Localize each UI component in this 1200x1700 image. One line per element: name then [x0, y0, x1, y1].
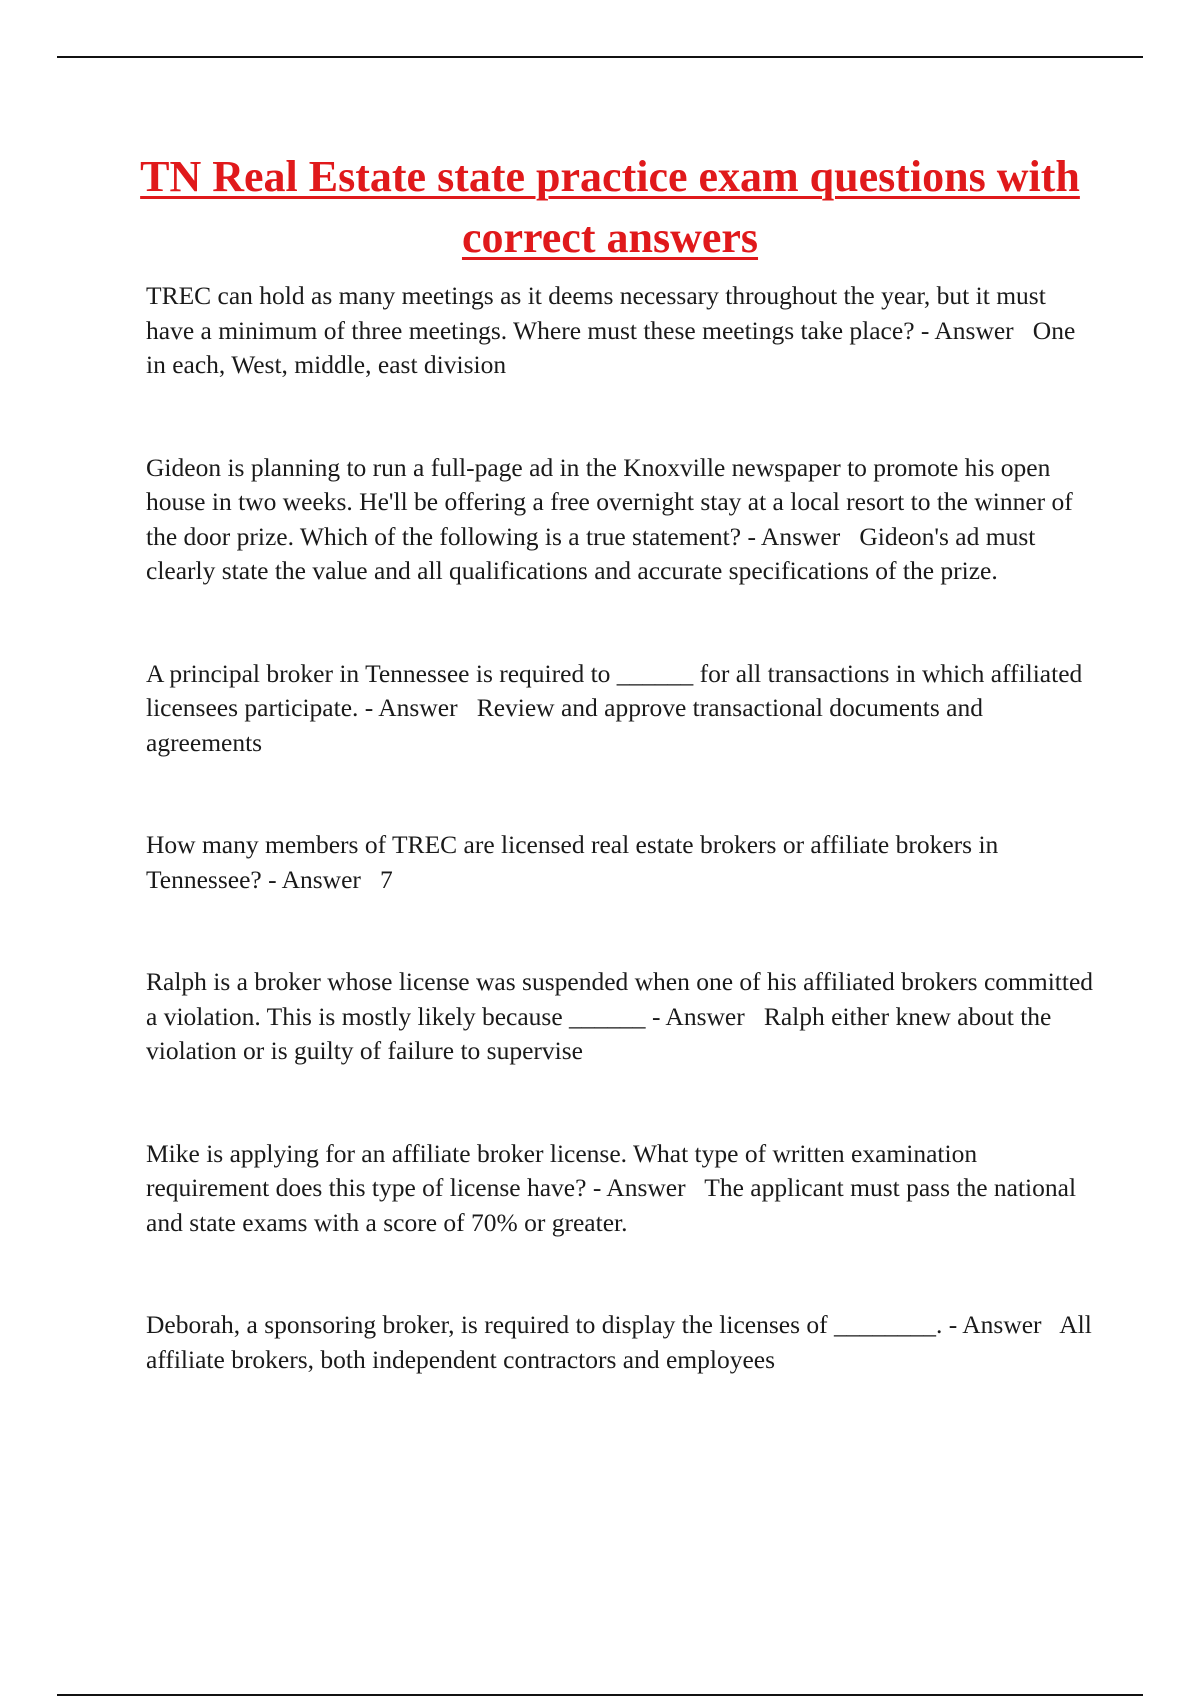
qa-item: [146, 965, 1100, 1069]
answer-separator: - Answer: [741, 521, 860, 551]
answer-text: Ralph either knew about the violation or is guilty of failure to supervise: [146, 1001, 1058, 1065]
answer-text: One in each, West, middle, east division: [146, 315, 1082, 379]
answer-separator: - Answer: [586, 1173, 705, 1202]
answer-separator: - Answer: [261, 864, 381, 894]
question-text: A principal broker in Tennessee is required to ______ for all transactions in which affiliated licensees participate.: [146, 658, 1089, 722]
qa-item: [146, 657, 1096, 761]
qa-item: [146, 451, 1096, 589]
question-text: Deborah, a sponsoring broker, is required to display the licenses of ________.: [146, 1310, 943, 1339]
qa-list: [146, 279, 1100, 1445]
answer-text: The applicant must pass the national and state exams with a score of 70% or greater.: [146, 1173, 1083, 1237]
question-text: How many members of TREC are licensed real estate brokers or affiliate brokers in Tennessee?: [146, 830, 1005, 894]
answer-separator: - Answer: [358, 693, 477, 722]
qa-item: [146, 279, 1096, 383]
bottom-rule: [57, 1694, 1143, 1696]
qa-item: [146, 1137, 1096, 1241]
answer-separator: - Answer: [914, 315, 1033, 345]
answer-text: 7: [380, 864, 393, 894]
question-text: Mike is applying for an affiliate broker license. What type of written examination requirement does this type of license have?: [146, 1138, 984, 1202]
question-text: TREC can hold as many meetings as it deems necessary throughout the year, but it must have a minimum of three meetings. Where must these meetings take place?: [146, 281, 1053, 345]
question-text: Ralph is a broker whose license was suspended when one of his affiliated brokers committed a violation. This is mostly likely because ______: [146, 967, 1100, 1031]
answer-text: Review and approve transactional documents and agreements: [146, 693, 990, 757]
page-title: TN Real Estate state practice exam questions with correct answers: [140, 152, 1080, 262]
qa-item: [146, 828, 1096, 897]
answer-text: All affiliate brokers, both independent contractors and employees: [146, 1310, 1099, 1374]
qa-item: [146, 1308, 1099, 1377]
question-text: Gideon is planning to run a full-page ad in the Knoxville newspaper to promote his open house in two weeks. He'll be offering a free overnight stay at a local resort to the winner of the door prize. Which of the following is a true statement?: [146, 452, 1080, 551]
answer-text: Gideon's ad must clearly state the value and all qualifications and accurate specifications of the prize.: [146, 521, 1042, 585]
top-rule: [57, 56, 1143, 58]
answer-separator: - Answer: [645, 1001, 764, 1031]
answer-separator: - Answer: [942, 1310, 1060, 1339]
